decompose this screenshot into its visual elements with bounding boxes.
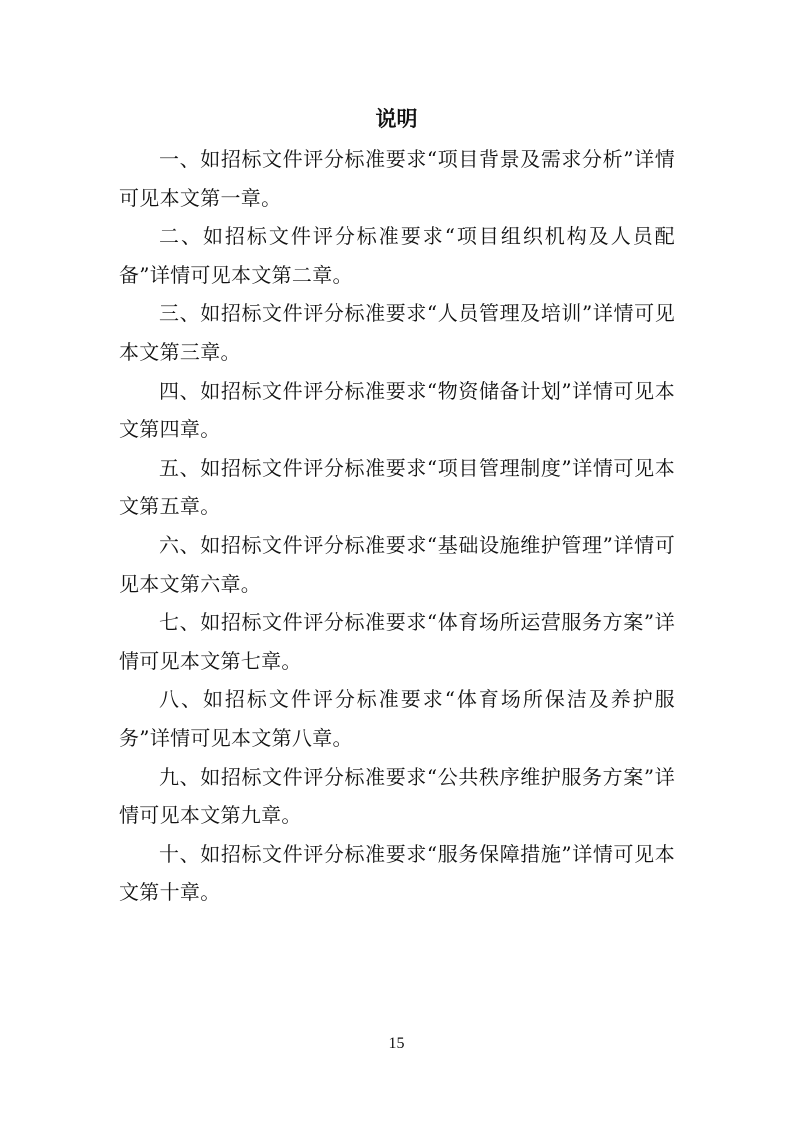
paragraph-4: 四、如招标文件评分标准要求“物资储备计划”详情可见本文第四章。 bbox=[119, 378, 675, 442]
paragraph-6: 六、如招标文件评分标准要求“基础设施维护管理”详情可见本文第六章。 bbox=[119, 532, 675, 596]
paragraph-2: 二、如招标文件评分标准要求“项目组织机构及人员配备”详情可见本文第二章。 bbox=[119, 224, 675, 287]
paragraph-1: 一、如招标文件评分标准要求“项目背景及需求分析”详情可见本文第一章。 bbox=[119, 147, 675, 210]
paragraph-5: 五、如招标文件评分标准要求“项目管理制度”详情可见本文第五章。 bbox=[119, 455, 675, 519]
paragraph-8: 八、如招标文件评分标准要求“体育场所保洁及养护服务”详情可见本文第八章。 bbox=[119, 687, 675, 750]
paragraph-7: 七、如招标文件评分标准要求“体育场所运营服务方案”详情可见本文第七章。 bbox=[119, 610, 675, 673]
paragraph-9: 九、如招标文件评分标准要求“公共秩序维护服务方案”详情可见本文第九章。 bbox=[119, 764, 675, 828]
document-body bbox=[119, 140, 675, 912]
paragraph-3: 三、如招标文件评分标准要求“人员管理及培训”详情可见本文第三章。 bbox=[119, 301, 675, 364]
paragraph-10: 十、如招标文件评分标准要求“服务保障措施”详情可见本文第十章。 bbox=[119, 841, 675, 905]
page-title: 说明 bbox=[375, 106, 418, 131]
page-number: 15 bbox=[388, 1035, 405, 1052]
